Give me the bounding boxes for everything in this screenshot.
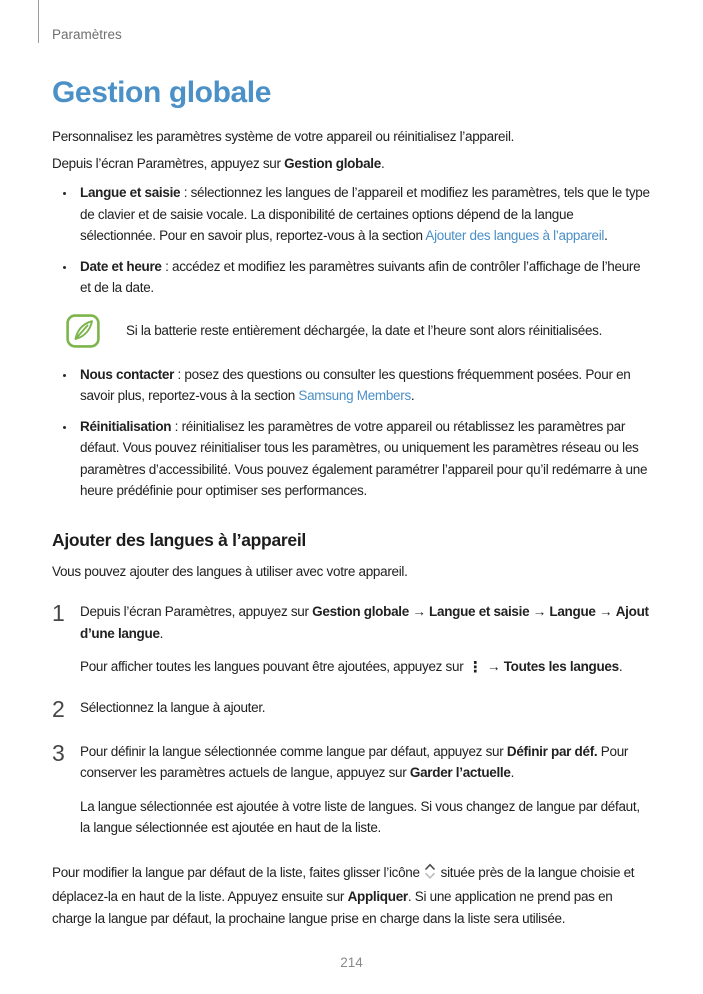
bullet-dot (52, 182, 80, 247)
step-paragraph: Pour afficher toutes les langues pouvant être ajoutées, appuyez sur ⋮ → Toutes les langues. (80, 656, 652, 678)
step-number: 1 (52, 600, 65, 626)
step-paragraph: Depuis l’écran Paramètres, appuyez sur Gestion globale → Langue et saisie → Langue → Ajout d’une langue. (80, 604, 649, 641)
step-paragraph: La langue sélectionnée est ajoutée à votre liste de langues. Si vous changez de langue par défaut, la langue sélectionnée est ajoutée en haut de la liste. (80, 798, 640, 835)
step-number: 3 (52, 739, 65, 766)
inline-link[interactable]: Ajouter des langues à l’appareil (425, 228, 605, 243)
note-callout (65, 313, 652, 349)
step-paragraph: Sélectionnez la langue à ajouter. (80, 699, 266, 715)
closing-paragraph: Pour modifier la langue par défaut de la liste, faites glisser l’icône située près de la langue choisie et déplacez-la en haut de la liste. Appuyez ensuite sur Appliquer. Si une application ne prend pas en charge la langue par défaut, la prochaine langue prise en charge dans la liste sera utilisée. (52, 864, 635, 926)
bullet-item-date-et-heure: Date et heure : accédez et modifiez les paramètres suivants afin de contrôler l’affichage de l’heure et de la date. (52, 256, 652, 299)
step-body (80, 601, 652, 678)
page-content (52, 76, 652, 943)
step-1 (52, 601, 652, 678)
settings-bullet-list (52, 182, 652, 299)
intro-paragraph: Personnalisez les paramètres système de votre appareil ou réinitialisez l’appareil. (52, 129, 515, 144)
bullet-item-reinitialisation: Réinitialisation : réinitialisez les paramètres de votre appareil ou rétablissez les paramètres par défaut. Vous pouvez réinitialiser tous les paramètres, ou uniquement les paramètres réseau ou les paramètres d’accessibilité. Vous pouvez également paramétrer l’appareil pour qu’il redémarre à une heure prédéfinie pour optimiser ses performances. (52, 416, 652, 502)
step-3 (52, 741, 652, 839)
bullet-dot (52, 364, 80, 407)
page-title: Gestion globale (52, 76, 272, 109)
bullet-dot (52, 416, 80, 502)
running-header (38, 0, 122, 43)
step-body (80, 697, 652, 722)
more-options-icon: ⋮ (467, 658, 483, 676)
section-intro: Vous pouvez ajouter des langues à utiliser avec votre appareil. (52, 563, 408, 579)
note-text: Si la batterie reste entièrement déchargée, la date et l’heure sont alors réinitialisées. (126, 322, 603, 338)
bullet-dot (52, 256, 80, 299)
note-pen-icon (65, 313, 101, 349)
page-footer (0, 955, 703, 970)
page-number: 214 (340, 955, 363, 970)
running-header-label: Paramètres (52, 27, 122, 42)
step-body (80, 741, 652, 839)
settings-bullet-list (52, 364, 652, 502)
step-paragraph: Pour définir la langue sélectionnée comme langue par défaut, appuyez sur Définir par déf. Pour conserver les paramètres actuels de langue, appuyez sur Garder l’actuelle. (80, 743, 629, 780)
bullet-item-nous-contacter: Nous contacter : posez des questions ou consulter les questions fréquemment posées. Pour en savoir plus, reportez-vous à la section Samsung Members. (52, 364, 652, 407)
step-2 (52, 697, 652, 722)
inline-link[interactable]: Samsung Members (298, 388, 411, 403)
step-number: 2 (52, 695, 65, 722)
intro-paragraph: Depuis l’écran Paramètres, appuyez sur Gestion globale. (52, 155, 385, 171)
section-heading: Ajouter des langues à l’appareil (52, 529, 306, 550)
reorder-icon (424, 863, 436, 887)
bullet-item-langue-et-saisie: Langue et saisie : sélectionnez les langues de l’appareil et modifiez les paramètres, tels que le type de clavier et de saisie vocale. La disponibilité de certaines options dépend de la langue sélectionnée. Pour en savoir plus, reportez-vous à la section Ajouter des langues à l’appareil. (52, 182, 652, 247)
